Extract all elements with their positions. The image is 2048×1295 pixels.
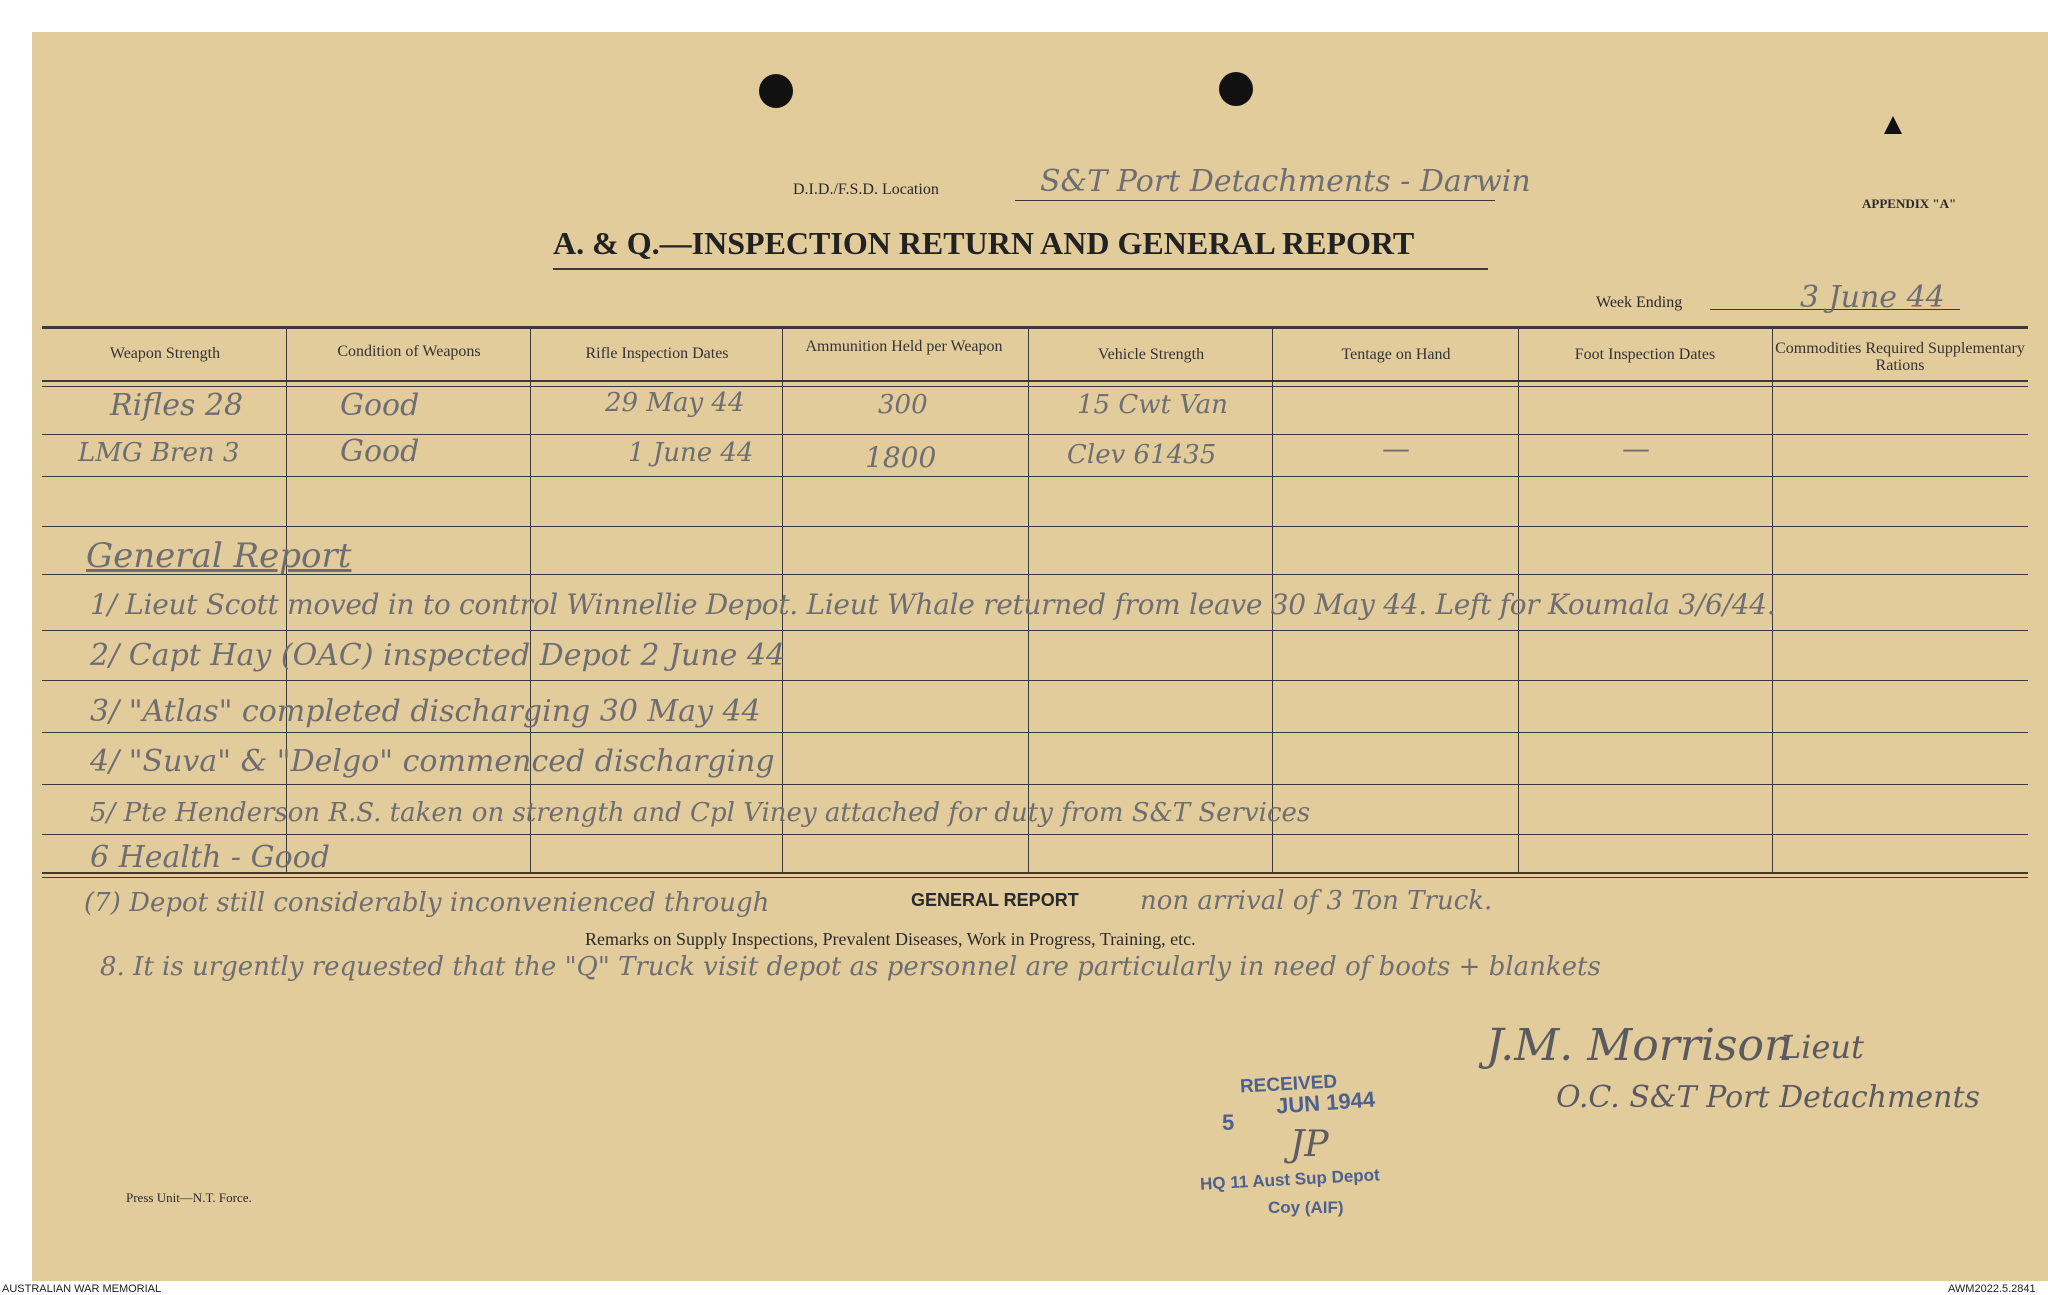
signature-title: O.C. S&T Port Detachments [1556, 1080, 1980, 1115]
table-row-rule [42, 630, 2028, 631]
col-header-weapon-strength: Weapon Strength [109, 345, 221, 362]
cell-condition: Good [340, 388, 420, 423]
signature-handwritten: J.M. Morrison [1486, 1020, 1793, 1071]
general-report-heading: General Report [86, 536, 352, 576]
table-row-rule [42, 834, 2028, 835]
stamp-received: RECEIVED [1239, 1071, 1338, 1098]
table-row-rule [42, 784, 2028, 785]
cell-tentage: — [1382, 432, 1410, 465]
stamp-unit-line1: HQ 11 Aust Sup Depot [1199, 1165, 1381, 1194]
week-ending-label: Week Ending [1596, 294, 1683, 311]
punch-hole-left [759, 74, 793, 108]
report-item-7: (7) Depot still considerably inconvenienced through [84, 888, 770, 918]
footer-archive-name: AUSTRALIAN WAR MEMORIAL [2, 1283, 162, 1295]
report-title: A. & Q.—INSPECTION RETURN AND GENERAL REPORT [553, 225, 1415, 261]
location-label: D.I.D./F.S.D. Location [793, 181, 939, 198]
table-bottom-border [42, 872, 2028, 874]
corner-notch-mark [1884, 116, 1902, 134]
table-header-bottom-border-2 [42, 386, 2028, 387]
punch-hole-right [1219, 72, 1253, 106]
cell-condition: Good [340, 434, 420, 469]
cell-weapon-strength: LMG Bren 3 [78, 438, 240, 468]
appendix-label: APPENDIX "A" [1862, 196, 1957, 211]
col-header-ammunition-held: Ammunition Held per Weapon [805, 338, 1003, 355]
col-header-commodities-required: Commodities Required Supplementary Rations [1775, 340, 2025, 374]
report-item: 2/ Capt Hay (OAC) inspected Depot 2 June 44 [90, 638, 786, 673]
stamp-day: 5 [1222, 1110, 1235, 1135]
footer-catalog-id: AWM2022.5.2841 [1948, 1283, 2036, 1295]
stamp-initial: JP [1290, 1124, 1329, 1165]
table-bottom-border-2 [42, 877, 2028, 878]
report-item-7-continued: non arrival of 3 Ton Truck. [1140, 886, 1493, 916]
general-report-sublabel: Remarks on Supply Inspections, Prevalent Diseases, Work in Progress, Training, etc. [585, 929, 1196, 949]
cell-rifle-inspection-date: 29 May 44 [605, 388, 745, 418]
col-header-rifle-inspection-dates: Rifle Inspection Dates [585, 345, 729, 362]
signature-rank: Lieut [1780, 1028, 1864, 1066]
cell-weapon-strength: Rifles 28 [110, 388, 244, 423]
week-ending-value: 3 June 44 [1800, 280, 1945, 315]
location-underline [1015, 200, 1495, 201]
report-item: 3/ "Atlas" completed discharging 30 May 44 [90, 694, 761, 729]
table-row-rule [42, 680, 2028, 681]
report-item-8: 8. It is urgently requested that the "Q" Truck visit depot as personnel are particularly in need of boots + blankets [100, 952, 1601, 982]
table-row-rule [42, 476, 2028, 477]
cell-vehicle-strength: Clev 61435 [1067, 440, 1217, 470]
report-item: 5/ Pte Henderson R.S. taken on strength and Cpl Viney attached for duty from S&T Services [90, 798, 1311, 828]
table-row-rule [42, 526, 2028, 527]
report-item: 6 Health - Good [90, 840, 330, 875]
location-value: S&T Port Detachments - Darwin [1040, 164, 1531, 199]
stamp-date: JUN 1944 [1275, 1086, 1376, 1119]
cell-ammunition: 1800 [865, 441, 937, 474]
table-header-bottom-border [42, 380, 2028, 382]
col-header-foot-inspection-dates: Foot Inspection Dates [1574, 346, 1716, 363]
report-item: 1/ Lieut Scott moved in to control Winnellie Depot. Lieut Whale returned from leave 30 May 44. Left for Koumala 3/6/44. [90, 588, 1776, 621]
cell-vehicle-strength: 15 Cwt Van [1077, 390, 1228, 420]
cell-rifle-inspection-date: 1 June 44 [628, 438, 754, 468]
report-item: 4/ "Suva" & "Delgo" commenced discharging [90, 744, 775, 779]
title-underline [553, 268, 1488, 270]
cell-ammunition: 300 [878, 390, 928, 420]
press-unit-label: Press Unit—N.T. Force. [126, 1190, 252, 1205]
col-header-tentage-on-hand: Tentage on Hand [1341, 346, 1451, 363]
table-top-border [42, 326, 2028, 329]
general-report-label: GENERAL REPORT [911, 890, 1079, 910]
stamp-unit-line2: Coy (AIF) [1268, 1198, 1344, 1217]
col-header-condition-of-weapons: Condition of Weapons [337, 343, 481, 360]
col-header-vehicle-strength: Vehicle Strength [1097, 346, 1205, 363]
table-row-rule [42, 732, 2028, 733]
cell-foot-inspection: — [1622, 432, 1650, 465]
